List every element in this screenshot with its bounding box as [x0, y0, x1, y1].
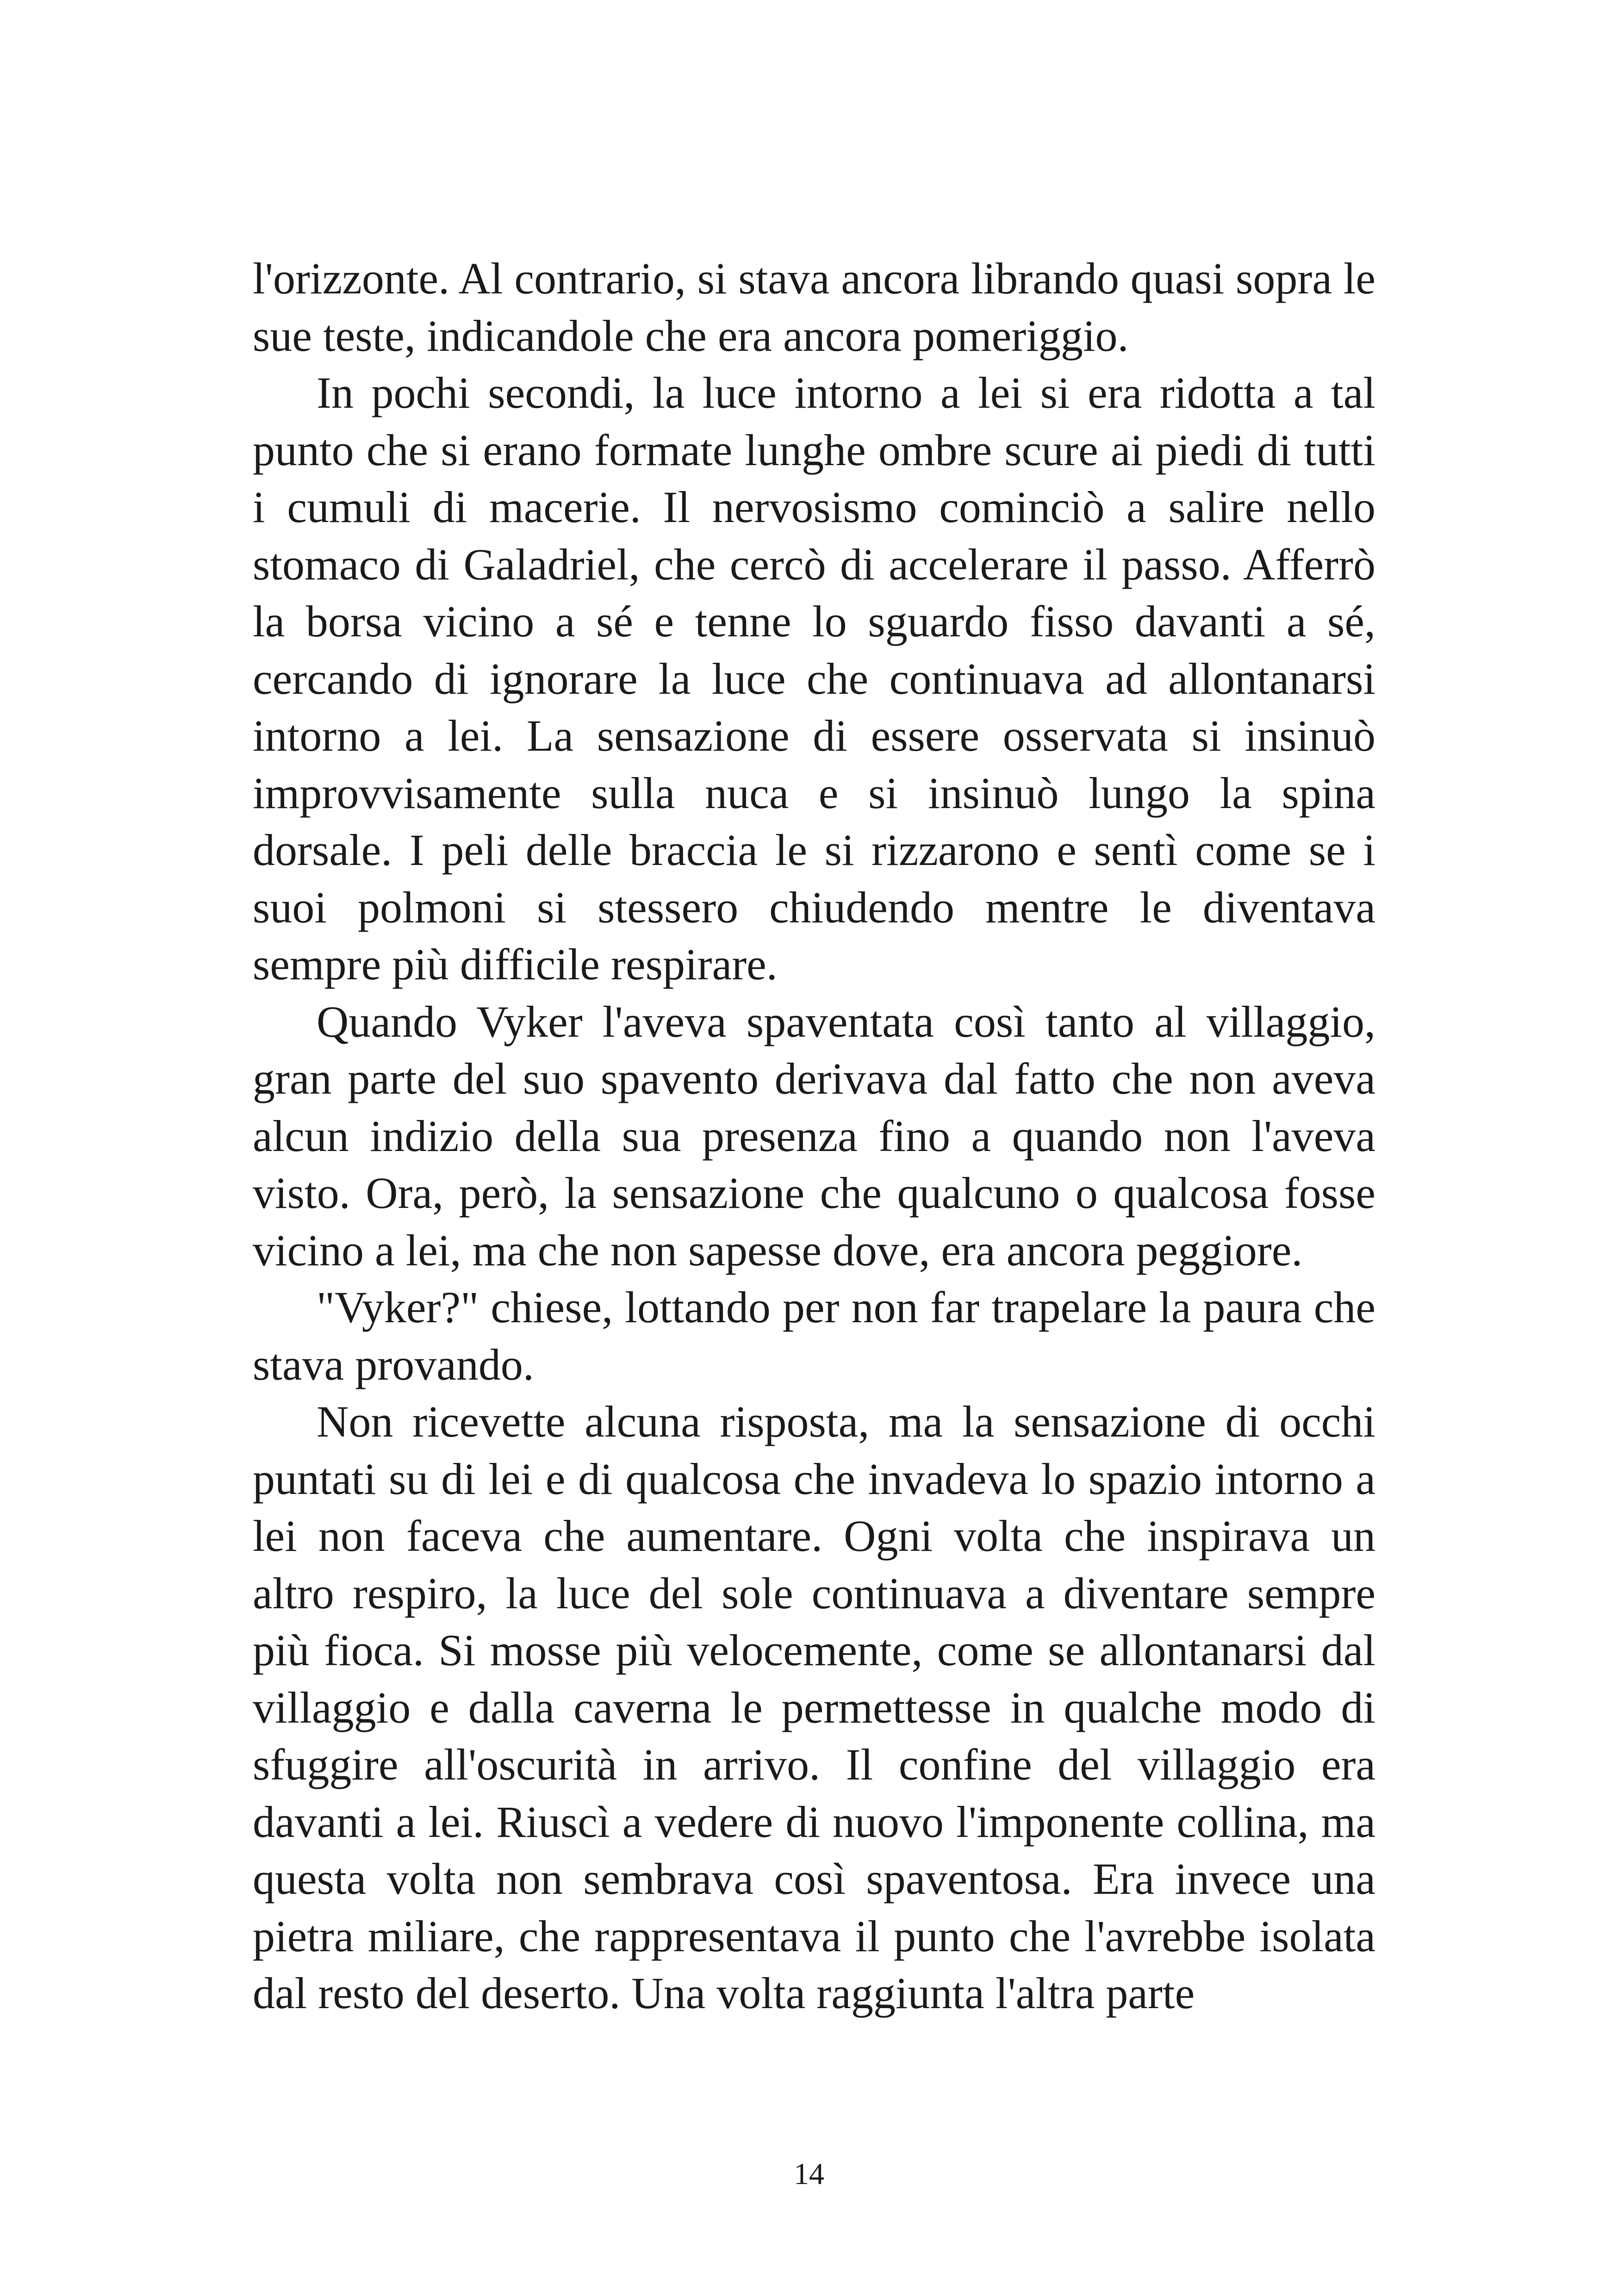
paragraph: Quando Vyker l'aveva spaventata così tanto al villaggio, gran parte del suo spavento derivava dal fatto che non aveva alcun indizio della sua presenza fino a quando non l'aveva visto. Ora, però, la sensazione che qualcuno o qualcosa fosse vicino a lei, ma che non sapesse dove, era ancora peggiore. [253, 996, 1375, 1275]
page-number: 14 [794, 2157, 824, 2191]
paragraph: Non ricevette alcuna risposta, ma la sensazione di occhi puntati su di lei e di qualcosa che invadeva lo spazio intorno a lei non faceva che aumentare. Ogni volta che inspirava un altro respiro, la luce del sole continuava a diventare sempre più fioca. Si mosse più velocemente, come se allontanarsi dal villaggio e dalla caverna le permettesse in qualche modo di sfuggire all'oscurità in arrivo. Il confine del villaggio era davanti a lei. Riuscì a vedere di nuovo l'imponente collina, ma questa volta non sembrava così spaventosa. Era invece una pietra miliare, che rappresentava il punto che l'avrebbe isolata dal resto del deserto. Una volta raggiunta l'altra parte [253, 1397, 1375, 2018]
paragraph: In pochi secondi, la luce intorno a lei si era ridotta a tal punto che si erano formate lunghe ombre scure ai piedi di tutti i cumuli di macerie. Il nervosismo cominciò a salire nello stomaco di Galadriel, che cercò di accelerare il passo. Afferrò la borsa vicino a sé e tenne lo sguardo fisso davanti a sé, cercando di ignorare la luce che continuava ad allontanarsi intorno a lei. La sensazione di essere osservata si insinuò improvvisamente sulla nuca e si insinuò lungo la spina dorsale. I peli delle braccia le si rizzarono e sentì come se i suoi polmoni si stessero chiudendo mentre le diventava sempre più difficile respirare. [253, 368, 1375, 989]
paragraph-continuation: l'orizzonte. Al contrario, si stava ancora librando quasi sopra le sue teste, indicandole che era ancora pomeriggio. [253, 254, 1375, 361]
paragraph: "Vyker?" chiese, lottando per non far trapelare la paura che stava provando. [253, 1282, 1375, 1389]
body-text [253, 250, 1375, 2022]
